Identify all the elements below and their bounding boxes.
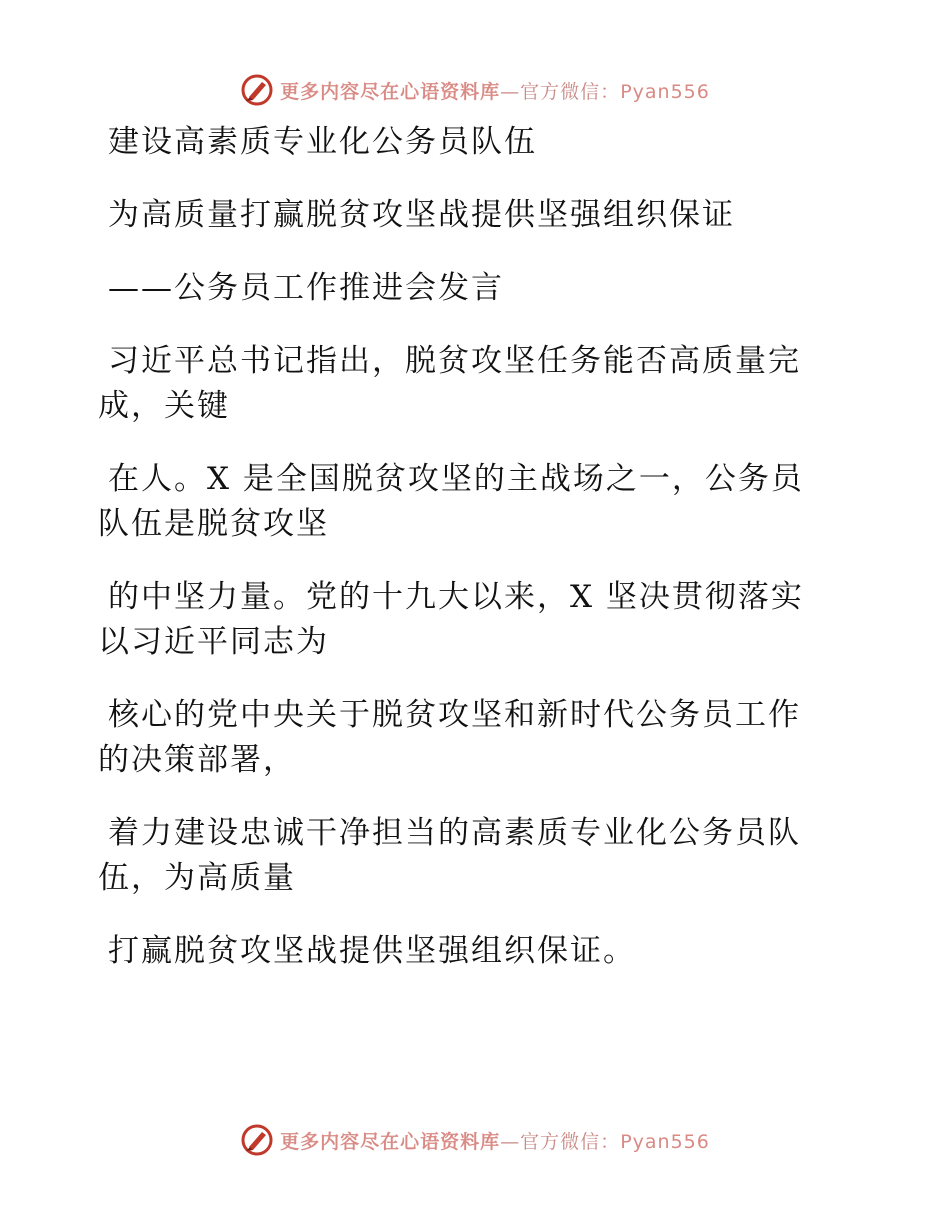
paragraph: 打赢脱贫攻坚战提供坚强组织保证。 — [108, 933, 636, 969]
brand-logo-icon — [240, 1123, 274, 1157]
subtitle-line: ——公务员工作推进会发言 — [108, 270, 504, 306]
banner-site: 更多内容尽在心语资料库 — [280, 80, 501, 103]
banner-label: 官方微信： — [520, 80, 621, 103]
banner-dash: — — [500, 1130, 521, 1153]
paragraph: 习近平总书记指出，脱贫攻坚任务能否高质量完 成，关键 — [98, 343, 801, 424]
paragraph: 的中坚力量。党的十九大以来，X 坚决贯彻落实 以习近平同志为 — [98, 579, 804, 660]
brand-logo-icon — [240, 73, 274, 107]
paragraph: 在人。X 是全国脱贫攻坚的主战场之一，公务员 队伍是脱贫攻坚 — [98, 461, 804, 542]
title-line: 建设高素质专业化公务员队伍 — [108, 124, 537, 160]
banner-dash: — — [500, 80, 521, 103]
footer-watermark-banner — [0, 1120, 950, 1160]
banner-text — [280, 1127, 710, 1154]
title-line: 为高质量打赢脱贫攻坚战提供坚强组织保证 — [108, 197, 735, 233]
paragraph: 着力建设忠诚干净担当的高素质专业化公务员队 伍，为高质量 — [98, 815, 801, 896]
banner-label: 官方微信： — [520, 1130, 621, 1153]
document-body — [98, 120, 833, 1002]
header-watermark-banner — [0, 70, 950, 110]
banner-account: Pyan556 — [620, 80, 710, 103]
banner-site: 更多内容尽在心语资料库 — [280, 1130, 501, 1153]
paragraph: 核心的党中央关于脱贫攻坚和新时代公务员工作 的决策部署， — [98, 697, 801, 778]
banner-account: Pyan556 — [620, 1130, 710, 1153]
banner-text — [280, 77, 710, 104]
